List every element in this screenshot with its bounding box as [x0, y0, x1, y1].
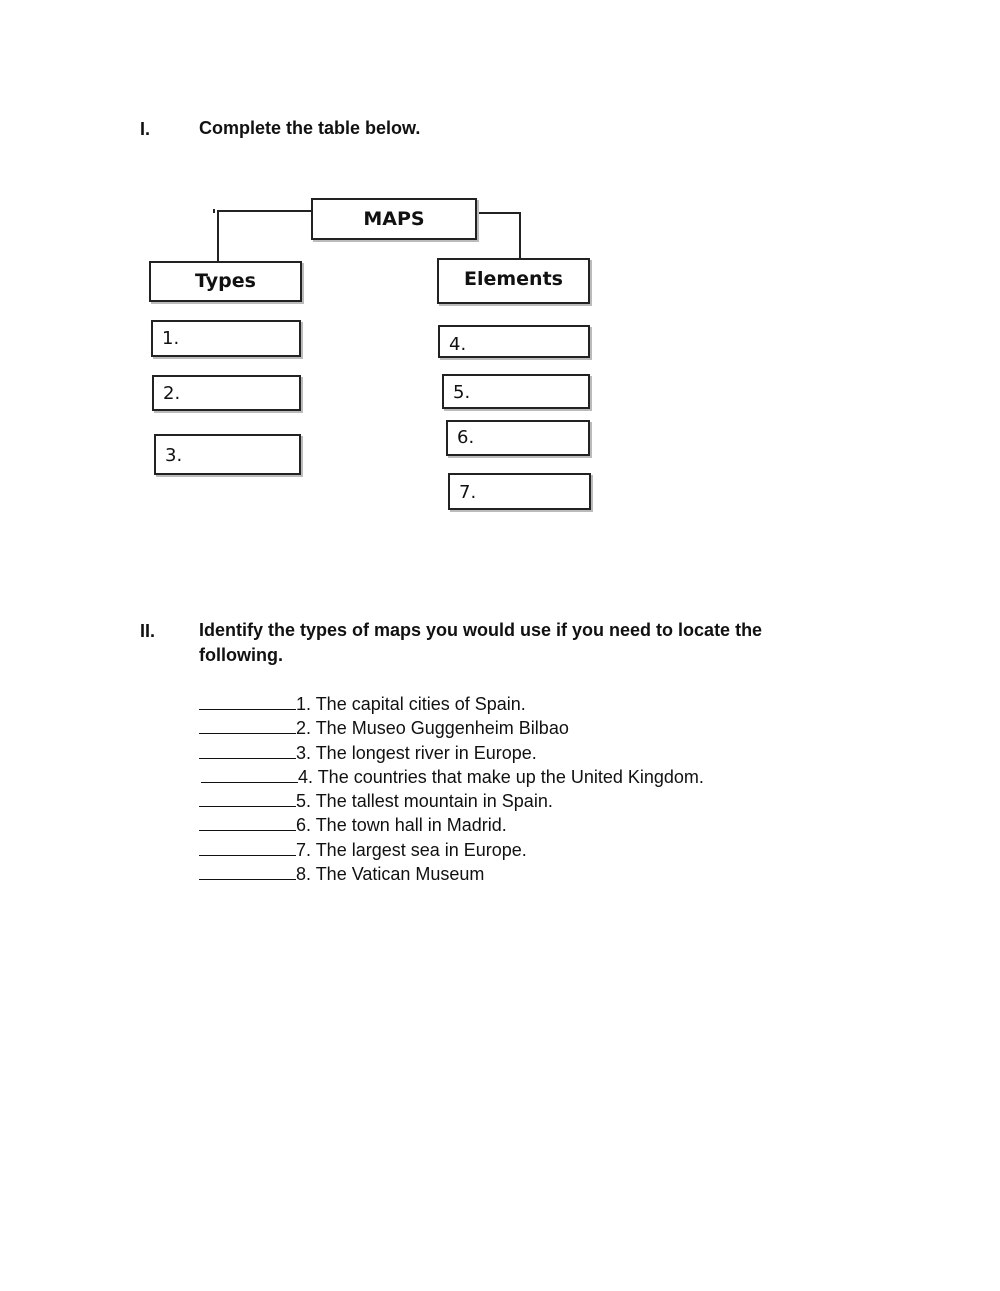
type-slot-3[interactable]: 3. [154, 434, 301, 475]
question-text: 6. The town hall in Madrid. [296, 815, 507, 836]
question-text: 5. The tallest mountain in Spain. [296, 791, 553, 812]
section-1-title: Complete the table below. [199, 118, 421, 138]
connector-maps-types [218, 211, 312, 262]
answer-blank-4[interactable] [201, 767, 298, 783]
types-header-box: Types [149, 261, 302, 302]
section-2-title-line-2: following. [199, 645, 283, 665]
type-slot-2[interactable]: 2. [152, 375, 301, 411]
answer-blank-5[interactable] [199, 791, 296, 807]
element-slot-7[interactable]: 7. [448, 473, 591, 510]
answer-blank-1[interactable] [199, 694, 296, 710]
question-text: 7. The largest sea in Europe. [296, 839, 527, 860]
section-2-number: II. [140, 621, 156, 641]
answer-blank-2[interactable] [199, 718, 296, 734]
elements-header-box: Elements [437, 258, 590, 304]
question-text: 1. The capital cities of Spain. [296, 694, 526, 714]
section-2-title-line-1: Identify the types of maps you would use if you need to locate the [199, 620, 763, 640]
answer-blank-6[interactable] [199, 815, 296, 831]
maps-root-box: MAPS [311, 198, 477, 240]
question-text: 3. The longest river in Europe. [296, 742, 537, 763]
element-slot-5[interactable]: 5. [442, 374, 590, 409]
question-item [199, 692, 704, 716]
answer-blank-8[interactable] [199, 864, 296, 880]
question-item [199, 813, 704, 837]
section-1-number: I. [140, 119, 151, 139]
question-item [199, 765, 704, 789]
question-text: 2. The Museo Guggenheim Bilbao [296, 718, 569, 739]
answer-blank-3[interactable] [199, 743, 296, 759]
question-item [199, 741, 704, 765]
question-item [199, 789, 704, 813]
question-text: 4. The countries that make up the United Kingdom. [298, 766, 704, 787]
element-slot-4[interactable]: 4. [438, 325, 590, 358]
question-item [199, 862, 704, 886]
element-slot-6[interactable]: 6. [446, 420, 590, 456]
type-slot-1[interactable]: 1. [151, 320, 301, 357]
section-2-title [199, 618, 762, 668]
question-item [199, 716, 704, 740]
question-item [199, 838, 704, 862]
connector-maps-elements [476, 213, 520, 259]
question-list [199, 692, 704, 886]
answer-blank-7[interactable] [199, 840, 296, 856]
question-text: 8. The Vatican Museum [296, 864, 485, 885]
